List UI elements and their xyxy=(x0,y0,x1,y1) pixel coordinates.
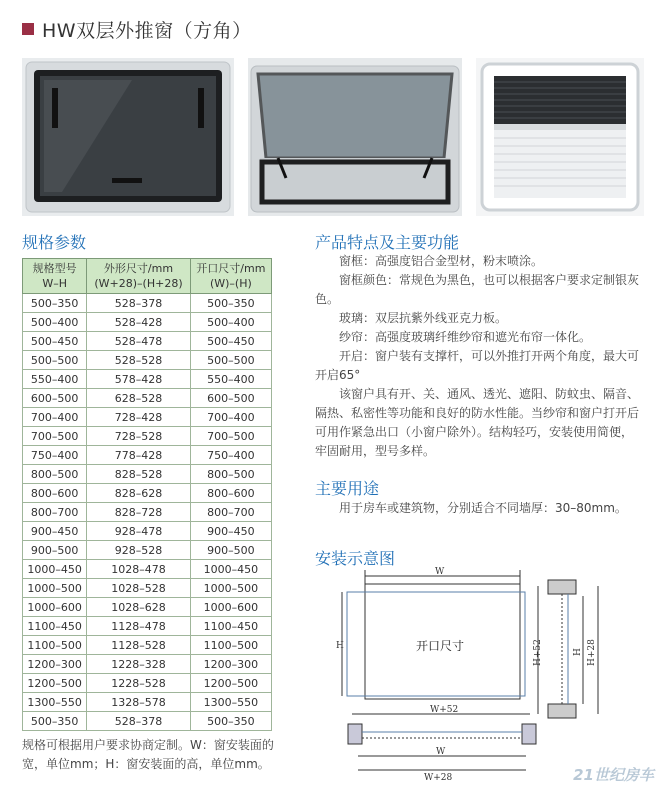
table-cell: 728–428 xyxy=(87,408,190,427)
table-cell: 1228–328 xyxy=(87,655,190,674)
spec-table xyxy=(22,258,272,731)
table-cell: 1100–450 xyxy=(23,617,87,636)
table-cell: 900–500 xyxy=(23,541,87,560)
install-section-title: 安装示意图 xyxy=(315,549,396,568)
col-header-model: 规格型号 W–H xyxy=(23,259,87,294)
table-row xyxy=(23,522,272,541)
table-cell: 578–428 xyxy=(87,370,190,389)
table-row xyxy=(23,636,272,655)
table-cell: 828–528 xyxy=(87,465,190,484)
col-header-outer: 外形尺寸/mm (W+28)–(H+28) xyxy=(87,259,190,294)
table-cell: 1100–450 xyxy=(190,617,271,636)
table-cell: 1100–500 xyxy=(190,636,271,655)
table-cell: 700–400 xyxy=(190,408,271,427)
table-cell: 1000–500 xyxy=(23,579,87,598)
table-cell: 528–378 xyxy=(87,712,190,731)
feature-opening: 开启：窗户装有支撑杆，可以外推打开两个角度，最大可开启65° xyxy=(315,349,640,382)
table-row xyxy=(23,693,272,712)
table-cell: 900–450 xyxy=(23,522,87,541)
table-row xyxy=(23,351,272,370)
table-cell: 1028–628 xyxy=(87,598,190,617)
table-cell: 600–500 xyxy=(190,389,271,408)
dim-w-label: W xyxy=(435,567,445,577)
table-cell: 500–500 xyxy=(190,351,271,370)
table-cell: 928–478 xyxy=(87,522,190,541)
table-cell: 800–700 xyxy=(23,503,87,522)
table-row xyxy=(23,294,272,313)
table-row xyxy=(23,579,272,598)
dim-w52-label: W+52 xyxy=(430,705,459,715)
title-marker xyxy=(22,23,34,35)
table-cell: 1328–578 xyxy=(87,693,190,712)
table-cell: 1200–300 xyxy=(23,655,87,674)
table-row xyxy=(23,560,272,579)
table-cell: 1000–450 xyxy=(190,560,271,579)
table-cell: 500–350 xyxy=(190,712,271,731)
page-header xyxy=(22,14,252,44)
features-list xyxy=(315,252,643,461)
table-cell: 728–528 xyxy=(87,427,190,446)
table-cell: 700–500 xyxy=(190,427,271,446)
table-row xyxy=(23,484,272,503)
table-cell: 1000–600 xyxy=(190,598,271,617)
features-section-title: 产品特点及主要功能 xyxy=(315,233,460,252)
usage-text: 用于房车或建筑物，分别适合不同墙厚：30–80mm。 xyxy=(339,501,627,515)
table-row xyxy=(23,446,272,465)
table-cell: 1000–450 xyxy=(23,560,87,579)
table-cell: 1028–528 xyxy=(87,579,190,598)
feature-functions: 该窗户具有开、关、通风、透光、遮阳、防蚊虫、隔音、隔热、私密性等功能和良好的防水性能。当纱帘和窗户打开后可用作紧急出口（小窗户除外）。结构轻巧，安装使用简便，牢固耐用，型号多样。 xyxy=(315,387,640,458)
table-cell: 528–378 xyxy=(87,294,190,313)
table-row xyxy=(23,465,272,484)
table-cell: 528–528 xyxy=(87,351,190,370)
table-cell: 500–400 xyxy=(190,313,271,332)
table-row xyxy=(23,712,272,731)
table-cell: 1300–550 xyxy=(23,693,87,712)
table-cell: 600–500 xyxy=(23,389,87,408)
table-cell: 800–600 xyxy=(23,484,87,503)
table-cell: 800–600 xyxy=(190,484,271,503)
table-cell: 828–628 xyxy=(87,484,190,503)
spec-section-title: 规格参数 xyxy=(22,233,87,252)
table-cell: 1200–300 xyxy=(190,655,271,674)
table-cell: 550–400 xyxy=(190,370,271,389)
table-row xyxy=(23,541,272,560)
dim-w-bottom-label: W xyxy=(436,747,446,757)
table-row xyxy=(23,598,272,617)
table-cell: 500–400 xyxy=(23,313,87,332)
spec-table-body xyxy=(23,294,272,731)
product-photo-open xyxy=(248,58,462,216)
table-cell: 928–528 xyxy=(87,541,190,560)
feature-frame: 窗框：高强度铝合金型材，粉末喷涂。 xyxy=(339,254,544,268)
table-cell: 1028–478 xyxy=(87,560,190,579)
table-cell: 750–400 xyxy=(23,446,87,465)
table-cell: 500–450 xyxy=(190,332,271,351)
table-cell: 800–700 xyxy=(190,503,271,522)
table-row xyxy=(23,617,272,636)
table-cell: 500–350 xyxy=(23,712,87,731)
usage-section-title: 主要用途 xyxy=(315,479,380,498)
table-cell: 800–500 xyxy=(190,465,271,484)
dim-h28-label: H+28 xyxy=(587,639,597,666)
product-photo-blind xyxy=(476,58,644,216)
dim-h-label: H xyxy=(336,641,344,651)
installation-diagram xyxy=(330,566,650,788)
table-cell: 500–350 xyxy=(23,294,87,313)
dim-h-side-label: H xyxy=(573,648,583,656)
table-cell: 1200–500 xyxy=(190,674,271,693)
table-cell: 900–500 xyxy=(190,541,271,560)
table-cell: 1228–528 xyxy=(87,674,190,693)
table-cell: 800–500 xyxy=(23,465,87,484)
table-cell: 500–350 xyxy=(190,294,271,313)
page-title: HW双层外推窗（方角） xyxy=(42,19,252,42)
table-cell: 778–428 xyxy=(87,446,190,465)
table-cell: 1100–500 xyxy=(23,636,87,655)
table-cell: 828–728 xyxy=(87,503,190,522)
table-row xyxy=(23,655,272,674)
table-cell: 500–500 xyxy=(23,351,87,370)
watermark-logo: 21世纪房车 xyxy=(573,766,654,784)
dim-h52-label: H+52 xyxy=(533,639,543,666)
table-cell: 1128–478 xyxy=(87,617,190,636)
table-row xyxy=(23,332,272,351)
table-cell: 1000–600 xyxy=(23,598,87,617)
table-cell: 700–400 xyxy=(23,408,87,427)
table-cell: 628–528 xyxy=(87,389,190,408)
table-note: 规格可根据用户要求协商定制。W：窗安装面的宽，单位mm；H：窗安装面的高，单位mm。 xyxy=(22,738,274,771)
table-row xyxy=(23,408,272,427)
table-cell: 1200–500 xyxy=(23,674,87,693)
table-cell: 550–400 xyxy=(23,370,87,389)
table-cell: 1000–500 xyxy=(190,579,271,598)
table-header-row xyxy=(23,259,272,294)
feature-color: 窗框颜色：常规色为黑色，也可以根据客户要求定制银灰色。 xyxy=(315,273,640,306)
table-cell: 1128–528 xyxy=(87,636,190,655)
table-row xyxy=(23,389,272,408)
col-header-opening: 开口尺寸/mm (W)–(H) xyxy=(190,259,271,294)
feature-blind: 纱帘：高强度玻璃纤维纱帘和遮光布帘一体化。 xyxy=(339,330,592,344)
table-cell: 528–428 xyxy=(87,313,190,332)
table-cell: 528–478 xyxy=(87,332,190,351)
table-row xyxy=(23,370,272,389)
table-row xyxy=(23,313,272,332)
table-cell: 750–400 xyxy=(190,446,271,465)
table-row xyxy=(23,427,272,446)
table-cell: 900–450 xyxy=(190,522,271,541)
dim-w28-label: W+28 xyxy=(424,773,453,783)
feature-glass: 玻璃：双层抗紫外线亚克力板。 xyxy=(339,311,508,325)
table-cell: 500–450 xyxy=(23,332,87,351)
table-row xyxy=(23,674,272,693)
product-photo-closed xyxy=(22,58,234,216)
table-row xyxy=(23,503,272,522)
table-cell: 1300–550 xyxy=(190,693,271,712)
opening-size-label: 开口尺寸 xyxy=(416,639,465,653)
table-cell: 700–500 xyxy=(23,427,87,446)
